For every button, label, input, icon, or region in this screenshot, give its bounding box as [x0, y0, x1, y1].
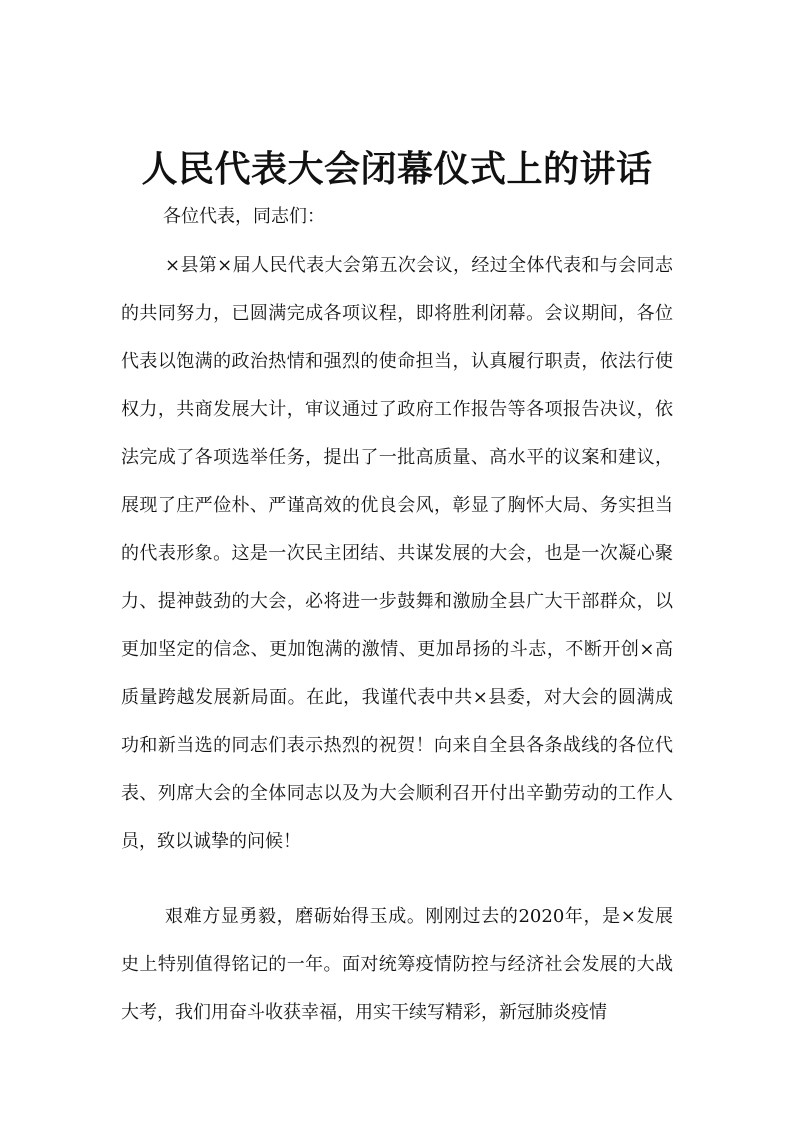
- document-title: 人民代表大会闭幕仪式上的讲话: [141, 149, 653, 190]
- salutation-line: 各位代表，同志们：: [163, 206, 325, 227]
- body-paragraph-1: ×县第×届人民代表大会第五次会议，经过全体代表和与会同志的共同努力，已圆满完成各项议程，即将胜利闭幕。会议期间，各位代表以饱满的政治热情和强烈的使命担当，认真履行职责，依法行使权力，共商发展大计，审议通过了政府工作报告等各项报告决议，依法完成了各项选举任务，提出了一批高质量、高水平的议案和建议，展现了庄严俭朴、严谨高效的优良会风，彰显了胸怀大局、务实担当的代表形象。这是一次民主团结、共谋发展的大会，也是一次凝心聚力、提神鼓劲的大会，必将进一步鼓舞和激励全县广大干部群众，以更加坚定的信念、更加饱满的激情、更加昂扬的斗志，不断开创×高质量跨越发展新局面。在此，我谨代表中共×县委，对大会的圆满成功和新当选的同志们表示热烈的祝贺！向来自全县各条战线的各位代表、列席大会的全体同志以及为大会顺利召开付出辛勤劳动的工作人员，致以诚挚的问候！: [121, 255, 673, 852]
- body-paragraph-2: 艰难方显勇毅，磨砺始得玉成。刚刚过去的2020年，是×发展史上特别值得铭记的一年。面对统筹疫情防控与经济社会发展的大战大考，我们用奋斗收获幸福，用实干续写精彩，新冠肺炎疫情: [121, 906, 673, 1023]
